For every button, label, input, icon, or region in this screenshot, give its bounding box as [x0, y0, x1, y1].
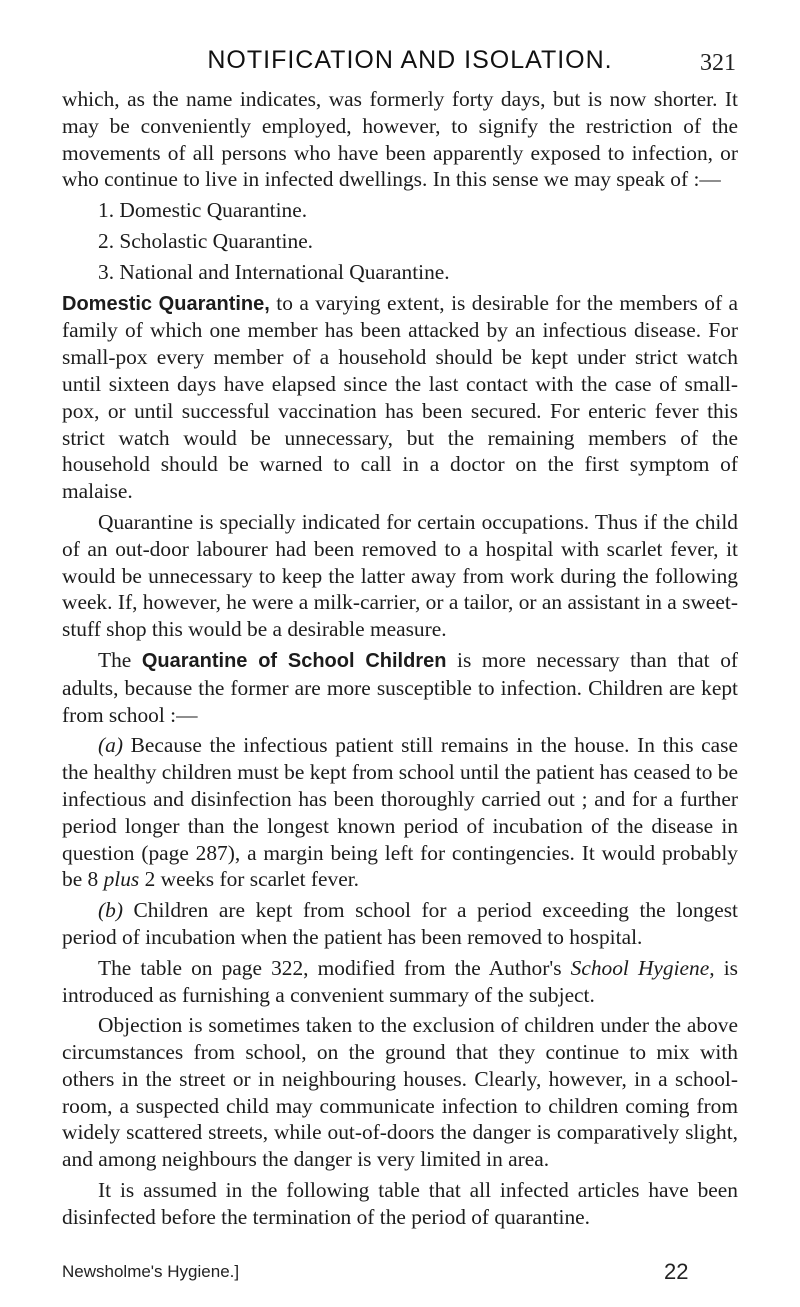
paragraph-school-children [62, 647, 738, 728]
running-header: NOTIFICATION AND ISOLATION. [207, 46, 613, 74]
paragraph-a-tail: 2 weeks for scarlet fever. [139, 867, 360, 892]
paragraph-a [62, 732, 738, 893]
paragraph-occupations: Quarantine is specially indicated for certain occupations. Thus if the child of an out-door labourer had been removed to a hospital with scarlet fever, it would be unnecessary to keep the latter away from work during the following week. If, however, he were a milk-carrier, or a tailor, or an assistant in a sweet-stuff shop this would be a desirable measure. [62, 509, 738, 642]
school-hygiene-title: School Hygiene, [570, 955, 715, 980]
list-item-1: 1. Domestic Quarantine. [98, 198, 308, 223]
paragraph-domestic-quarantine [62, 290, 738, 505]
paragraph-b-text: Children are kept from school for a period exceeding the longest period of incubation when the patient has been removed to hospital. [62, 898, 738, 949]
paragraph-b [62, 897, 738, 951]
school-children-heading: Quarantine of School Children [141, 649, 447, 672]
label-a: (a) [98, 733, 123, 758]
signature-mark: Newsholme's Hygiene.] [62, 1262, 240, 1281]
paragraph-table-reference [62, 955, 738, 1009]
page-number: 321 [700, 50, 736, 76]
paragraph-a-italic: plus [103, 867, 140, 892]
domestic-quarantine-heading: Domestic Quarantine, [62, 292, 270, 315]
paragraph-a-text: Because the infectious patient still remains in the house. In this case the healthy children must be kept from school until the patient has ceased to be infectious and disinfection has been thoroughly carried out ; and for a further period longer than the longest known period of incubation of the disease in question (page 287), a margin being left for contingencies. It would probably be 8 [62, 733, 738, 892]
label-b: (b) [98, 898, 123, 923]
table-reference-text: is introduced as furnishing a convenient summary of the subject. [62, 955, 738, 1007]
list-item-2: 2. Scholastic Quarantine. [98, 228, 314, 253]
school-children-text: is more necessary than that of adults, because the former are more susceptible to infection. Children are kept from school :— [62, 647, 739, 727]
signature-number: 22 [664, 1259, 689, 1284]
paragraph-assumption: It is assumed in the following table that all infected articles have been disinfected before the termination of the period of quarantine. [62, 1178, 738, 1229]
list-item-3: 3. National and International Quarantine. [98, 259, 450, 284]
body-text [62, 86, 738, 1231]
paragraph-objection: Objection is sometimes taken to the exclusion of children under the above circumstances from school, on the ground that they continue to mix with others in the street or in neighbouring houses. Clearly, however, in a school-room, a suspected child may communicate infection to children coming from widely scattered streets, while out-of-doors the danger is comparatively slight, and among neighbours the danger is very limited in area. [62, 1013, 738, 1172]
table-reference-pre: The table on page 322, modified from the Author's [98, 955, 571, 980]
school-children-pre: The [98, 647, 142, 672]
paragraph-1: which, as the name indicates, was formerly forty days, but is now shorter. It may be conveniently employed, however, to signify the restriction of the movements of all persons who have been apparently exposed to infection, or who continue to live in infected dwellings. In this sense we may speak of :— [62, 87, 738, 192]
domestic-quarantine-text: to a varying extent, is desirable for the members of a family of which one member has been attacked by an infectious disease. For small-pox every member of a household should be kept under strict watch until sixteen days have elapsed since the last contact with the case of small-pox, or until successful vaccination has been secured. For enteric fever this strict watch would be unnecessary, but the remaining members of the household should be warned to call in a doctor on the first symptom of malaise. [62, 290, 738, 504]
